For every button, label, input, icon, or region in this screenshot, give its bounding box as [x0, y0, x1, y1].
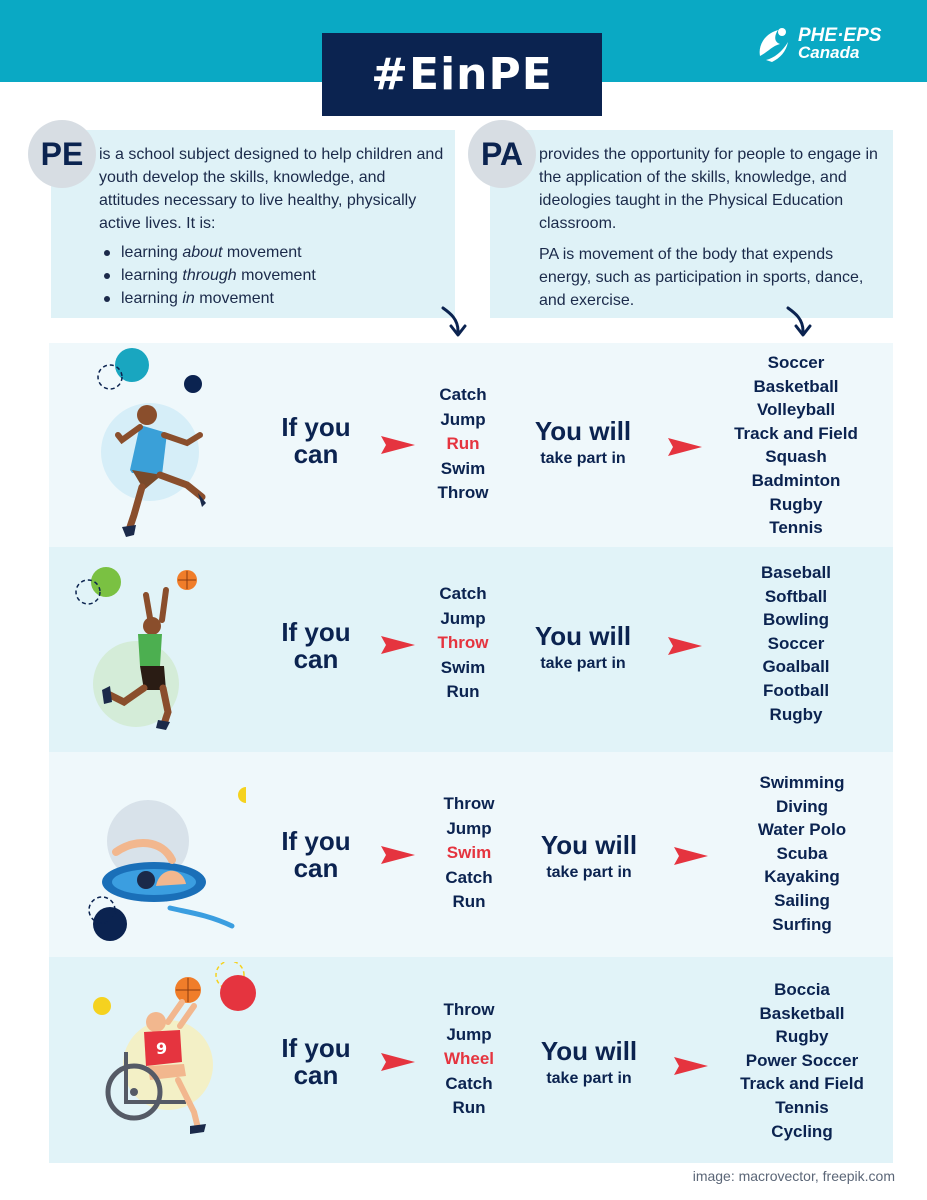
pennant-arrow-icon: [674, 1057, 708, 1075]
you-will-text: You will: [540, 830, 638, 860]
pennant-arrow-icon: [674, 847, 708, 865]
sport-item: Tennis: [775, 1097, 829, 1117]
title-banner: [322, 33, 602, 116]
skill-item: Jump: [446, 818, 492, 838]
sport-item: Softball: [764, 586, 828, 606]
skill-item: Swim: [440, 458, 486, 478]
sport-item: Diving: [776, 796, 828, 816]
bullet-text: learning: [121, 267, 183, 284]
sport-item: Surfing: [772, 914, 832, 934]
sport-item: Baseball: [761, 563, 831, 582]
sports-list-4: [717, 978, 887, 1143]
take-part-text: take part in: [546, 864, 632, 881]
sport-item: Squash: [765, 447, 827, 467]
you-will-label: [524, 830, 654, 886]
you-will-label: [524, 1036, 654, 1092]
skill-item: Swim: [440, 657, 486, 677]
if-line1: If you: [281, 617, 351, 647]
sports-list-2: [711, 561, 881, 726]
if-line1: If you: [281, 412, 351, 442]
pe-bullet: [99, 264, 449, 287]
sport-item: Track and Field: [734, 423, 858, 443]
skill-item: Catch: [439, 584, 487, 603]
bullet-text: movement: [236, 267, 316, 284]
sport-item: Boccia: [774, 980, 830, 999]
pe-definition-text: is a school subject designed to help children and youth develop the skills, knowledge, and attitudes necessary to live healthy, physically active lives. It is:: [99, 146, 444, 232]
skill-item: Run: [452, 892, 486, 911]
sport-item: Badminton: [751, 470, 841, 490]
pe-bullet: [99, 287, 449, 310]
sport-item: Volleyball: [756, 400, 836, 420]
curved-arrow-icon: [440, 305, 468, 339]
bullet-emphasis: through: [182, 267, 237, 284]
you-will-label: [518, 621, 648, 677]
take-part-text: take part in: [540, 655, 626, 672]
bullet-emphasis: about: [182, 244, 223, 261]
bullet-emphasis: in: [182, 290, 195, 307]
sport-item: Rugby: [775, 1027, 829, 1047]
you-will-text: You will: [534, 621, 632, 651]
pe-bullet-list: [99, 241, 449, 310]
bullet-text: learning: [121, 290, 183, 307]
sport-item: Scuba: [776, 843, 828, 863]
skill-item: Throw: [437, 483, 489, 502]
if-you-can-label: [261, 828, 371, 882]
curved-arrow-icon: [785, 305, 813, 339]
skill-item: Jump: [446, 1024, 492, 1044]
take-part-text: take part in: [546, 1070, 632, 1087]
sport-item: Power Soccer: [745, 1050, 859, 1070]
sport-item: Bowling: [762, 610, 830, 630]
take-part-text: take part in: [540, 450, 626, 467]
skills-list-3: [414, 792, 524, 915]
skill-item: Jump: [440, 409, 486, 429]
leaf-logo-icon: [752, 22, 796, 66]
swimmer-illustration: [86, 780, 246, 942]
sport-item: Basketball: [753, 376, 839, 396]
wheelchair-basketball-illustration: [86, 962, 261, 1140]
skill-item: Catch: [439, 385, 487, 404]
sport-item: Rugby: [769, 494, 823, 514]
if-line2: can: [293, 644, 339, 674]
svg-text:9: 9: [156, 1039, 168, 1058]
skill-item: Throw: [443, 794, 495, 813]
if-line2: can: [293, 853, 339, 883]
skill-item: Throw: [443, 1000, 495, 1019]
sport-item: Goalball: [762, 657, 830, 677]
if-line2: can: [293, 439, 339, 469]
sport-item: Track and Field: [740, 1074, 864, 1094]
page-title: #EinPE: [371, 49, 553, 100]
skill-item-highlighted: Run: [446, 434, 480, 453]
you-will-text: You will: [540, 1036, 638, 1066]
skill-item: Run: [452, 1098, 486, 1117]
bullet-text: movement: [222, 244, 302, 261]
skill-item: Catch: [445, 1073, 493, 1093]
skill-item: Jump: [440, 608, 486, 628]
sports-list-1: [711, 351, 881, 540]
runner-illustration: [92, 345, 222, 543]
sport-item: Kayaking: [764, 867, 840, 887]
skill-item-highlighted: Swim: [446, 843, 492, 862]
pennant-arrow-icon: [381, 1053, 415, 1071]
you-will-text: You will: [534, 416, 632, 446]
sport-item: Soccer: [767, 633, 825, 653]
you-will-label: [518, 416, 648, 472]
pennant-arrow-icon: [381, 846, 415, 864]
skill-item: Catch: [445, 867, 493, 887]
sport-item: Football: [762, 680, 830, 700]
phe-canada-logo[interactable]: [752, 22, 892, 66]
if-you-can-label: [261, 619, 371, 673]
skills-list-1: [408, 383, 518, 506]
bullet-text: learning: [121, 244, 183, 261]
pa-definition: [539, 143, 884, 312]
image-credit: image: macrovector, freepik.com: [692, 1168, 895, 1184]
pennant-arrow-icon: [668, 438, 702, 456]
logo-text: [798, 27, 881, 61]
pe-tag: PE: [28, 120, 96, 188]
if-line1: If you: [281, 826, 351, 856]
sport-item: Water Polo: [757, 820, 847, 840]
if-line1: If you: [281, 1033, 351, 1063]
skill-item: Run: [446, 682, 480, 701]
pe-bullet: [99, 241, 449, 264]
sport-item: Sailing: [774, 890, 830, 910]
if-you-can-label: [261, 1035, 371, 1089]
sport-item: Cycling: [771, 1121, 833, 1141]
sport-item: Tennis: [769, 518, 823, 538]
pa-tag: PA: [468, 120, 536, 188]
sport-item: Swimming: [759, 773, 845, 792]
pennant-arrow-icon: [668, 637, 702, 655]
pa-definition-text-1: provides the opportunity for people to engage in the application of the skills, knowledge, and ideologies taught in the Physical Education classroom.: [539, 146, 878, 232]
basketball-player-illustration: [68, 562, 203, 732]
if-line2: can: [293, 1060, 339, 1090]
logo-line1: PHE·EPS: [798, 25, 882, 46]
skills-list-2: [408, 582, 518, 705]
sports-list-3: [717, 771, 887, 936]
if-you-can-label: [261, 414, 371, 468]
skills-list-4: [414, 998, 524, 1121]
pa-definition-text-2: PA is movement of the body that expends energy, such as participation in sports, dance, and exercise.: [539, 246, 864, 309]
skill-item-highlighted: Throw: [437, 633, 489, 652]
skill-item-highlighted: Wheel: [443, 1049, 495, 1068]
sport-item: Rugby: [769, 704, 823, 724]
logo-line2: Canada: [798, 43, 860, 62]
sport-item: Soccer: [767, 353, 825, 372]
bullet-text: movement: [194, 290, 274, 307]
pe-definition: [99, 143, 449, 310]
sport-item: Basketball: [759, 1003, 845, 1023]
